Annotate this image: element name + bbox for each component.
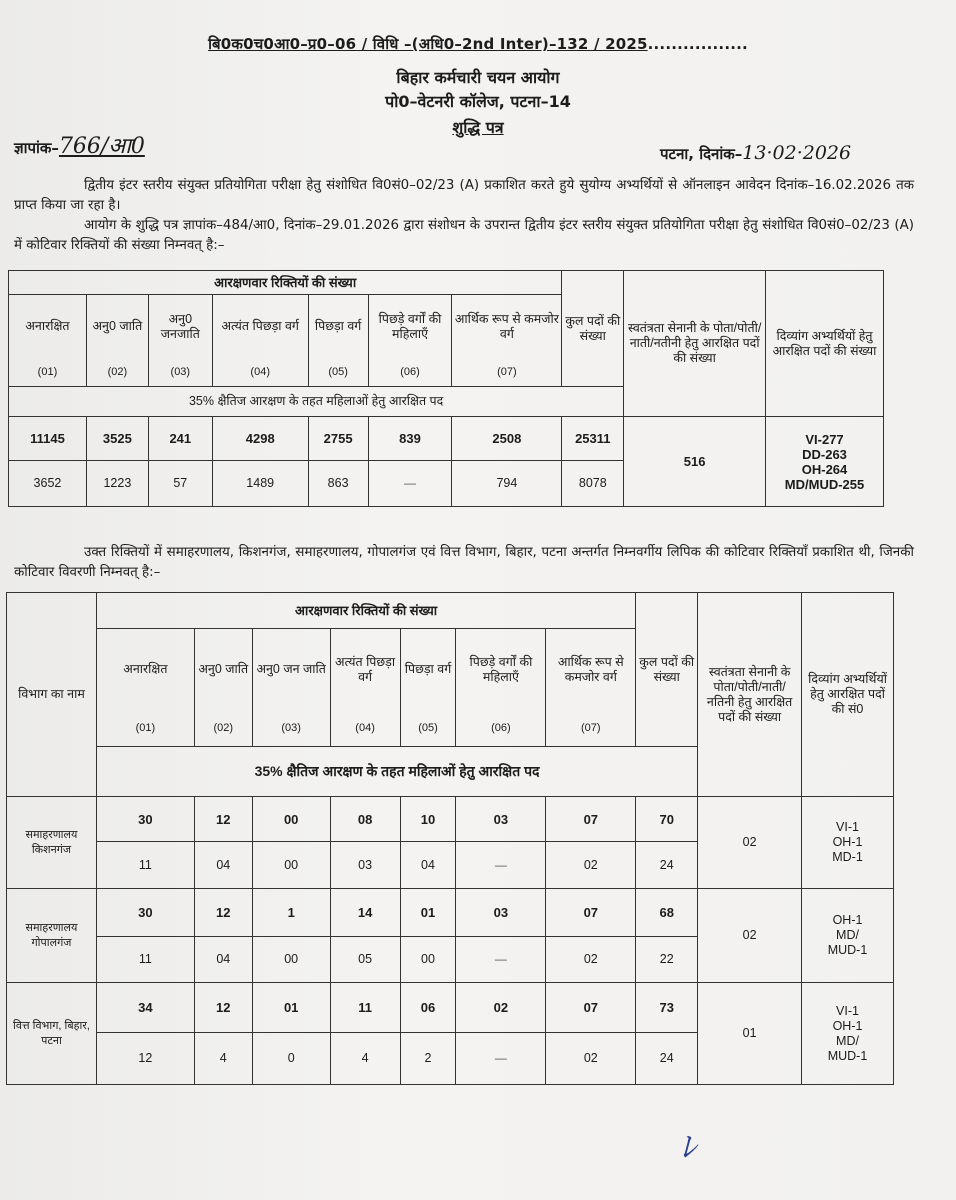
divyang-item: MD/ <box>836 1033 859 1048</box>
table-cell: 794 <box>452 461 562 507</box>
table-cell: 4 <box>194 1033 252 1085</box>
table-cell: 1 <box>252 889 330 937</box>
column-code: (07) <box>546 711 636 747</box>
signature-mark: ﾚ <box>680 1128 697 1166</box>
vacancy-table-departments <box>6 592 894 1085</box>
divyang-item: DD-263 <box>802 446 847 462</box>
table-cell: 10 <box>400 797 456 842</box>
column-header: आर्थिक रूप से कमजोर वर्ग <box>546 629 636 711</box>
table-cell: 73 <box>636 983 698 1033</box>
divyang-item: OH-264 <box>801 461 848 477</box>
table-cell: — <box>368 461 452 507</box>
table-cell: 03 <box>330 842 400 889</box>
column-code: (07) <box>452 359 562 387</box>
memo-number: ज्ञापांक–766/आ0 <box>14 134 145 159</box>
table-cell: 02 <box>456 983 546 1033</box>
column-header: अनारक्षित <box>96 629 194 711</box>
divyang-item: MD/MUD-255 <box>784 476 865 492</box>
column-header: अनु0 जनजाति <box>148 295 212 359</box>
column-code: (03) <box>148 359 212 387</box>
table-cell: 57 <box>148 461 212 507</box>
divyang-header: दिव्यांग अभ्यर्थियों हेतु आरक्षित पदों की सं0 <box>802 593 894 797</box>
table-cell: 0 <box>252 1033 330 1085</box>
column-code: (05) <box>308 359 368 387</box>
table-cell: 4298 <box>212 417 308 461</box>
table-cell: 11 <box>330 983 400 1033</box>
table-cell: 00 <box>400 937 456 983</box>
table-cell: 04 <box>194 937 252 983</box>
divyang-header: दिव्यांग अभ्यर्थियों हेतु आरक्षित पदों की संख्या <box>766 271 884 417</box>
organization-name: बिहार कर्मचारी चयन आयोग <box>396 68 560 87</box>
table-cell: 30 <box>96 797 194 842</box>
table-cell: 02 <box>546 937 636 983</box>
divyang-breakdown <box>802 983 894 1085</box>
divyang-item: MUD-1 <box>827 1048 868 1063</box>
column-code: (06) <box>456 711 546 747</box>
issue-date: पटना, दिनांक–13·02·2026 <box>660 142 852 164</box>
table-cell: 12 <box>194 889 252 937</box>
department-header: विभाग का नाम <box>7 593 97 797</box>
column-header: अनु0 जाति <box>194 629 252 711</box>
organization-address: पो0–वेटनरी कॉलेज, पटना–14 <box>385 92 571 111</box>
table-cell: 04 <box>194 842 252 889</box>
divyang-item: VI-277 <box>805 431 844 447</box>
table-cell: 1489 <box>212 461 308 507</box>
table-cell: 241 <box>148 417 212 461</box>
column-header: पिछड़े वर्गों की महिलाएँ <box>456 629 546 711</box>
table-cell: 8078 <box>562 461 624 507</box>
document-title: शुद्धि पत्र <box>452 118 504 137</box>
table-cell: 11 <box>96 842 194 889</box>
table-cell: 07 <box>546 889 636 937</box>
table-cell: 07 <box>546 983 636 1033</box>
table-cell: 1223 <box>86 461 148 507</box>
divyang-breakdown <box>802 797 894 889</box>
group-header: आरक्षणवार रिक्तियों की संख्या <box>96 593 635 629</box>
table-cell: 04 <box>400 842 456 889</box>
column-header: अत्यंत पिछड़ा वर्ग <box>212 295 308 359</box>
table-cell: 24 <box>636 842 698 889</box>
divyang-item: OH-1 <box>832 1018 863 1033</box>
table-cell: 03 <box>456 889 546 937</box>
reference-number: बि0क0च0आ0–प्र0–06 / विधि –(अधि0–2nd Inter)–132 / 2025................. <box>208 35 748 53</box>
total-posts-header: कुल पदों की संख्या <box>636 593 698 747</box>
freedom-fighter-count: 02 <box>698 797 802 889</box>
table-cell: 3652 <box>9 461 87 507</box>
freedom-fighter-count: 01 <box>698 983 802 1085</box>
paragraph-2: आयोग के शुद्धि पत्र ज्ञापांक–484/आ0, दिनांक–29.01.2026 द्वारा संशोधन के उपरान्त द्वितीय इंटर स्तरीय संयुक्त प्रतियोगिता परीक्षा हेतु संशोधित वि0सं0–02/23 (A) में कोटिवार रिक्तियों की संख्या निम्नवत् है:– <box>14 218 914 253</box>
table-cell: 30 <box>96 889 194 937</box>
table-cell: 68 <box>636 889 698 937</box>
women-reservation-note: 35% क्षैतिज आरक्षण के तहत महिलाओं हेतु आरक्षित पद <box>9 387 624 417</box>
women-reservation-note: 35% क्षैतिज आरक्षण के तहत महिलाओं हेतु आरक्षित पद <box>96 747 697 797</box>
table-cell: 2508 <box>452 417 562 461</box>
divyang-item: MD/ <box>836 928 859 942</box>
table-cell: — <box>456 1033 546 1085</box>
table-cell: 00 <box>252 842 330 889</box>
paragraph-3: उक्त रिक्तियों में समाहरणालय, किशनगंज, समाहरणालय, गोपालगंज एवं वित्त विभाग, बिहार, पटना अन्तर्गत निम्नवर्गीय लिपिक की कोटिवार रिक्तियाँ प्रकाशित थी, जिनकी कोटिवार विवरणी निम्नवत् है:– <box>14 545 914 580</box>
table-cell: 25311 <box>562 417 624 461</box>
table-cell: 863 <box>308 461 368 507</box>
department-name: वित्त विभाग, बिहार, पटना <box>7 983 97 1085</box>
table-cell: 11 <box>96 937 194 983</box>
column-code: (03) <box>252 711 330 747</box>
divyang-item: MUD-1 <box>827 943 868 957</box>
group-header: आरक्षणवार रिक्तियों की संख्या <box>9 271 562 295</box>
table-cell: 01 <box>252 983 330 1033</box>
department-name: समाहरणालय किशनगंज <box>7 797 97 889</box>
column-header: अत्यंत पिछड़ा वर्ग <box>330 629 400 711</box>
divyang-breakdown <box>802 889 894 983</box>
column-header: पिछड़ा वर्ग <box>400 629 456 711</box>
table-cell: 03 <box>456 797 546 842</box>
table-cell: 4 <box>330 1033 400 1085</box>
freedom-fighter-count: 516 <box>624 417 766 507</box>
table-cell: 12 <box>194 797 252 842</box>
divyang-item: VI-1 <box>836 1003 859 1018</box>
table-cell: 3525 <box>86 417 148 461</box>
table-cell: 24 <box>636 1033 698 1085</box>
column-header: अनारक्षित <box>9 295 87 359</box>
divyang-item: MD-1 <box>832 850 863 864</box>
table-cell: 22 <box>636 937 698 983</box>
table-cell: — <box>456 842 546 889</box>
column-code: (02) <box>194 711 252 747</box>
paragraph-1: द्वितीय इंटर स्तरीय संयुक्त प्रतियोगिता परीक्षा हेतु संशोधित वि0सं0–02/23 (A) प्रकाशित करते हुये सुयोग्य अभ्यर्थियों से ऑनलाइन आवेदन दिनांक–16.02.2026 तक प्राप्त किया जा रहा है। <box>14 178 914 213</box>
table-cell: 02 <box>546 1033 636 1085</box>
vacancy-table-total <box>8 270 884 507</box>
table-cell: 00 <box>252 797 330 842</box>
table-cell: 01 <box>400 889 456 937</box>
department-name: समाहरणालय गोपालगंज <box>7 889 97 983</box>
divyang-item: VI-1 <box>836 820 859 834</box>
divyang-item: OH-1 <box>832 913 863 927</box>
column-header: अनु0 जन जाति <box>252 629 330 711</box>
table-cell: 08 <box>330 797 400 842</box>
column-code: (04) <box>212 359 308 387</box>
table-cell: 70 <box>636 797 698 842</box>
divyang-item: OH-1 <box>832 835 863 849</box>
column-code: (05) <box>400 711 456 747</box>
column-header: पिछड़े वर्गों की महिलाएँ <box>368 295 452 359</box>
table-cell: 2 <box>400 1033 456 1085</box>
column-code: (02) <box>86 359 148 387</box>
table-cell: 06 <box>400 983 456 1033</box>
freedom-fighter-header: स्वतंत्रता सेनानी के पोता/पोती/नाती/नतीनी हेतु आरक्षित पदों की संख्या <box>624 271 766 417</box>
freedom-fighter-count: 02 <box>698 889 802 983</box>
total-posts-header: कुल पदों की संख्या <box>562 271 624 387</box>
table-cell: 07 <box>546 797 636 842</box>
column-code: (06) <box>368 359 452 387</box>
column-code: (01) <box>9 359 87 387</box>
column-header: अनु0 जाति <box>86 295 148 359</box>
table-cell: 12 <box>96 1033 194 1085</box>
issue-date-handwritten: 13·02·2026 <box>742 142 852 164</box>
table-cell: 05 <box>330 937 400 983</box>
table-cell: 00 <box>252 937 330 983</box>
table-cell: 02 <box>546 842 636 889</box>
table-cell: 11145 <box>9 417 87 461</box>
table-cell: 14 <box>330 889 400 937</box>
freedom-fighter-header: स्वतंत्रता सेनानी के पोता/पोती/नाती/ नतिनी हेतु आरक्षित पदों की संख्या <box>698 593 802 797</box>
column-header: आर्थिक रूप से कमजोर वर्ग <box>452 295 562 359</box>
column-header: पिछड़ा वर्ग <box>308 295 368 359</box>
table-cell: 2755 <box>308 417 368 461</box>
column-code: (01) <box>96 711 194 747</box>
column-code: (04) <box>330 711 400 747</box>
table-cell: 12 <box>194 983 252 1033</box>
memo-number-handwritten: 766/आ0 <box>58 134 145 159</box>
table-cell: — <box>456 937 546 983</box>
divyang-breakdown <box>766 417 884 507</box>
table-cell: 839 <box>368 417 452 461</box>
table-cell: 34 <box>96 983 194 1033</box>
